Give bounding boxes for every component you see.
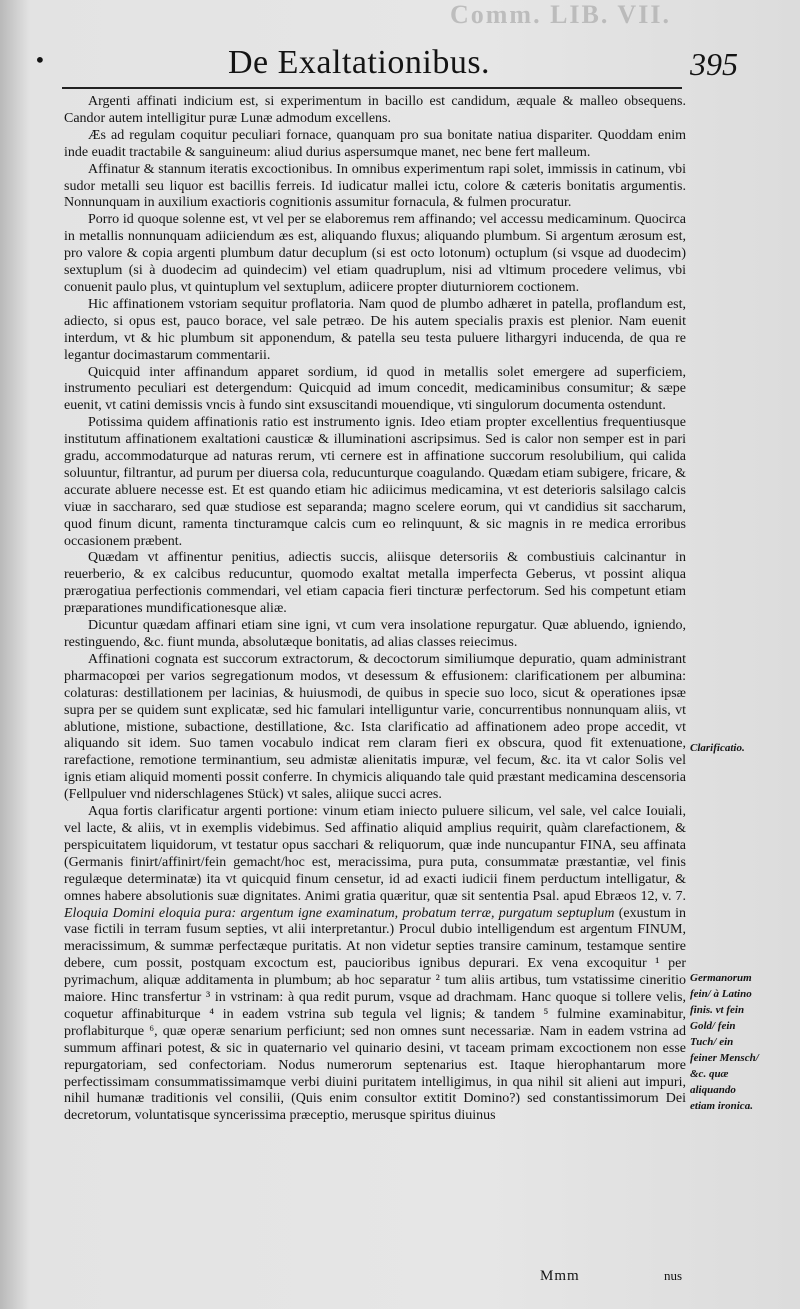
psalm-quote: Eloquia Domini eloquia pura: argentum igne examinatum, probatum terræ, purgatum septuplum [64,905,615,921]
bleed-through-text: Comm. LIB. VII. [450,0,671,29]
paragraph-10: Affinationi cognata est succorum extractorum, & decoctorum similiumque depuratio, quam administrant pharmacopœi per varios segregationum modos, vt desessum & effusionem: clarificationem per albumina: colaturas: destillationem per lacinias, & huiusmodi, de quibus in specie suo loco, sicut & operationes ipsæ supra per se quidem sunt explicatæ, sed hic famulari intelliguntur varie, concurrentibus nonnunquam aliis, vt ablutione, mistione, subactione, destillatione, &c. Ista clarificatio ad affinationem adeo prope accedit, vt aliquando sit idem. Suo tamen vocabulo indicat rem claram fieri ex obscura, quod fit extenuatione, rarefactione, remotione terminantium, seu admistæ alienitatis impuræ, vel fecum, &c. ita vt calor Solis vel ignis etiam aliquid momenti possit conferre. In chymicis aliquando tale quid præstant medicamina descensoria (Fellpuluer vnd niderschlagenes Stück) vt sales, aliique succi acres. [64,651,686,803]
paragraph-7: Potissima quidem affinationis ratio est instrumento ignis. Ideo etiam propter excellentius frequentiusque institutum affinationem exaltationi causticæ & illuminationi ascripsimus. Sed is calor non semper est in pari gradu, accommodaturque ad naturas rerum, vti cernere est in affinatione succorum resolubilium, qui calida soluuntur, filtrantur, ad purum per diuersa cola, reducunturque coagulando. Quædam etiam subigere, fricare, & accurate abluere necesse est. Et est quando etiam hic adiicimus medicamina, vt est deterioris salsilago calcis viuæ in sacchararo, sed quæ studiose est separanda; magno scelere eorum, qui vt candidius sit saccharum, quod finum dicunt, ramenta tincturamque calcis cum eo relinquunt, & sic magnis in re medica erroribus occasionem præbent. [64,415,686,549]
paragraph-8: Quædam vt affinentur penitius, adiectis succis, aliisque detersoriis & combustiuis calcinantur in reuerberio, & ex calcibus reducuntur, quomodo exaltat metalla imperfecta Geberus, vt possint aliqua prærogatiua perfectionis commendari, vel etiam capacia fieri tincturæ perfectorum. Sed his competunt etiam præparationes mundificationesque aliæ. [64,550,686,617]
paragraph-6: Quicquid inter affinandum apparet sordium, id quod in metallis solet emergere ad superficiem, instrumento peculiari est detergendum: Quicquid ad imum concedit, medicaminibus consumitur; & sæpe euenit, vt catini demissis vncis à fundo sint exsuscitandi mouendique, vti singulorum documenta ostendunt. [64,364,686,414]
page-footer [0,1268,800,1298]
paragraph-2: Æs ad regulam coquitur peculiari fornace, quanquam pro sua bonitate natiua dispariter. Quoddam enim inde euadit tractabile & sanguineum: aliud durius aspersumque manet, nec bene fert malleum. [64,127,686,160]
margin-dot: • [34,48,46,72]
catchword: nus [664,1268,683,1283]
paragraph-11 [64,804,686,1125]
margin-note-clarificatio: Clarificatio. [690,742,745,754]
paragraph-11-part-a: Aqua fortis clarificatur argenti portione: vinum etiam iniecto puluere silicum, vel sale, vel calce Iouiali, vel lacte, & aliis, vt in exemplis videbimus. Sed affinatio aliquid amplius requirit, quàm clarefactionem, & perspicuitatem liquidorum, vt testatur opus sacchari & reliquorum, quæ inde nuncupantur FINA, seu affinata (Germanis finirt/affinirt/fein gemacht/hoc est, meracissima, pura puta, consummatæ præstantiæ, vel finis regulæque determinatæ) ita vt quicquid finum censetur, id ad exacti iudicii finem perductum intelligatur, & omnes habere absolutionis suæ dignitates. Animi gratia quæritur, quæ sit sententia Psal. apud Ebræos 12, v. 7. [64,804,686,904]
paragraph-5: Hic affinationem vstoriam sequitur proflatoria. Nam quod de plumbo adhæret in patella, proflandum est, adiecto, si opus est, pauco borace, vel sale petræo. De his autem specialis praxis est plenior. Nam euenit interdum, vt & hic plumbum sit apponendum, & patella seu testa puluere lithargyri inducenda, de qua re legantur docimastarum commentarii. [64,296,686,363]
paragraph-1: Argenti affinati indicium est, si experimentum in bacillo est candidum, æquale & malleo obsequens. Candor autem intelligitur puræ Lunæ admodum excellens. [64,94,686,126]
header-rule [62,87,682,89]
paragraph-4: Porro id quoque solenne est, vt vel per se elaboremus rem affinando; vel accessu medicaminum. Quocirca in metallis nonnunquam adiiciendum æs est, aliquando fluxus; aliquando plumbum. Si argentum ærosum est, pro valore & copia argenti plumbum datur decuplum (si est octo lotonum) octuplum (si vsque ad duodecim) sextuplum (si à duodecim ad quindecim) vel etiam quadruplum, nisi ad vltimum procedere velimus, vbi conuenit paulo plus, vt quintuplum vel sextuplum, adiicere propter diuturniorem coctionem. [64,212,686,295]
paragraph-11-part-b: (exustum in vase fictili in terram fusum septies, vt alii interpretantur.) Procul dubio intelligendum est argentum FINUM, meracissimum, & summæ perfectæque puritatis. At non videtur septies transire caminum, testamque sentire debere, cum possit, postquam excoctum est, paucioribus ignibus depurari. Ex vena excoquitur ¹ per pyrimachum, aliquæ additamenta in plumbum; ab hoc separatur ² tum aliis artibus, tum vstatissime cineritio maiore. Hinc transfertur ³ in vstrinam: à qua redit purum, vsque ad drachmam. Hanc quoque si tollere velis, coquetur affinabiturque ⁴ in eadem vstrina sub tegula vel lignis; & tandem ⁵ fulmine examinabitur, proflabiturque ⁶, quæ operæ senarium perficiunt; sed non omnes sunt necessariæ. Nam in eadem vstrina ad summum affinari potest, & sic in quaternario vel quinario desini, vt taceam primam excoctionem non esse repurgatoriam, sed confectoriam. Nodus numerorum septenarius est. Itaque hierophantarum more perfectissimam consummatissimamque verbi diuini puritatem intelligimus, in qua nihil sit alieni aut impuri, nihil humanæ traditionis vel consilii, (Quis enim consultor extitit Domino?) sed constantissimorum Dei decretorum, voluntatisque syncerissima præceptio, merusque spiritus diuinus [64,905,687,1124]
paragraph-9: Dicuntur quædam affinari etiam sine igni, vt cum vera insolatione repurgatur. Quæ abluendo, igniendo, restinguendo, &c. fiunt munda, absolutæque bonitatis, ad alias classes reiecimus. [64,618,686,650]
page-number: 395 [690,46,738,82]
body-text [64,94,686,1125]
margin-note-germanorum: Germanorum fein/ à Latino finis. vt fein Gold/ fein Tuch/ ein feiner Mensch/ &c. quæ aliquando etiam ironica. [690,972,759,1112]
page-header [0,44,800,88]
signature-mark: Mmm [540,1268,580,1284]
paragraph-3: Affinatur & stannum iteratis excoctionibus. In omnibus experimentum rapi solet, immissis in catinum, vbi sudor metalli seu liquor est bacillis ferreis. Id iudicatur mallei ictu, colore & cæteris bonitatis argumentis. Nonnunquam in auxilium exactioris cognitionis assumitur fornacula, & fulmen procuratur. [64,161,686,211]
running-title: De Exaltationibus. [228,44,491,81]
